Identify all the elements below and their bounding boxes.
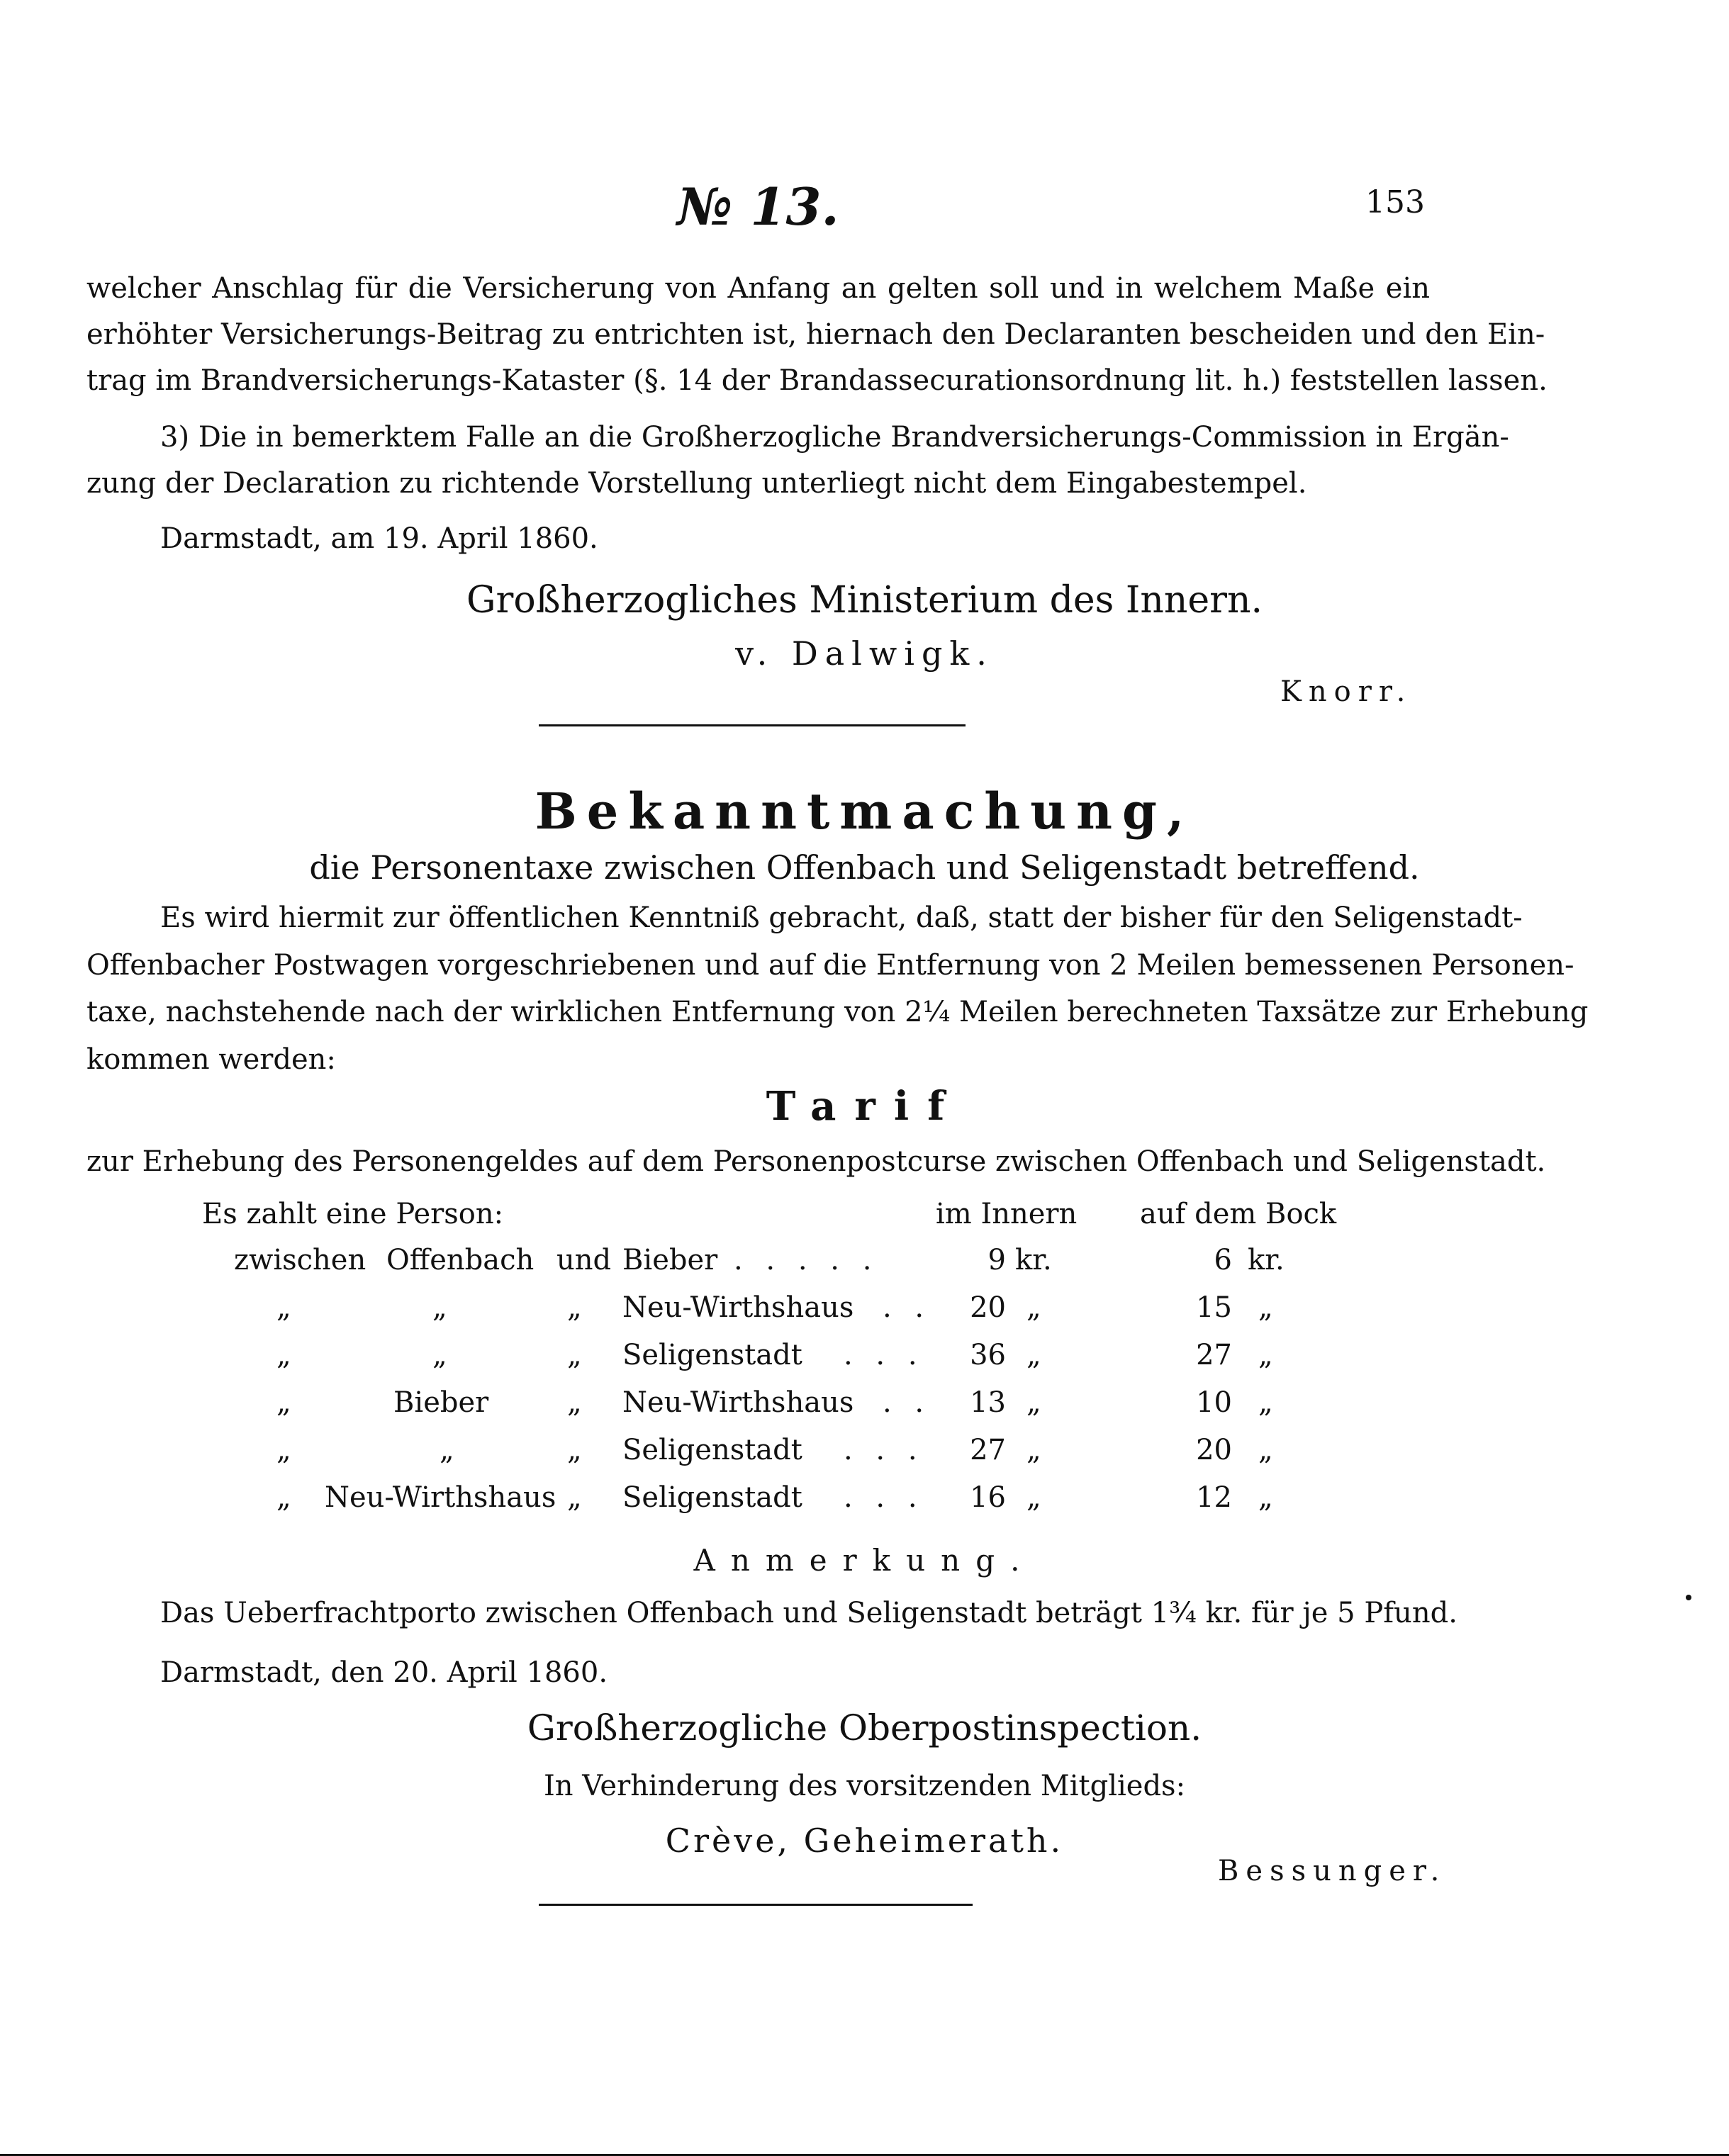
first-signer: v. Dalwigk.	[735, 634, 994, 673]
table-row-1-to: Bieber	[622, 1244, 718, 1276]
tariff-header-label: Es zahlt eine Person:	[202, 1198, 504, 1230]
table-row-6-inside-unit: „	[1026, 1481, 1041, 1514]
first-authority: Großherzogliches Ministerium des Innern.	[466, 579, 1263, 622]
table-row-4-inside-unit: „	[1026, 1386, 1041, 1419]
table-row-5-prefix: „	[276, 1434, 291, 1466]
table-row-6-dots: . . .	[844, 1481, 924, 1514]
table-row-3-box: 27	[1196, 1339, 1232, 1371]
table-row-5-inside: 27	[970, 1434, 1006, 1466]
table-row-5-from: „	[440, 1434, 454, 1466]
table-row-3-prefix: „	[276, 1339, 291, 1371]
table-row-4-prefix: „	[276, 1386, 291, 1419]
table-row-1-prefix: zwischen	[234, 1244, 366, 1276]
intro-line-1: welcher Anschlag für die Versicherung von Anfang an gelten soll und in welchem Maße ein	[86, 272, 1430, 305]
table-row-1-box: 6	[1214, 1244, 1232, 1276]
table-row-2-prefix: „	[276, 1291, 291, 1324]
table-row-1-inside-unit: kr.	[1015, 1244, 1052, 1276]
first-countersigner: Knorr.	[1280, 675, 1413, 708]
table-row-5-dots: . . .	[844, 1434, 924, 1466]
scan-dot-mark	[1686, 1595, 1691, 1600]
issue-number: № 13.	[677, 176, 839, 237]
table-row-3-from: „	[432, 1339, 447, 1371]
table-row-6-prefix: „	[276, 1481, 291, 1514]
table-row-2-from: „	[432, 1291, 447, 1324]
item-3-line-1: 3) Die in bemerktem Falle an die Großherzogliche Brandversicherungs-Commission in Ergän-	[160, 421, 1509, 454]
table-row-6-inside: 16	[970, 1481, 1006, 1514]
table-row-5-box: 20	[1196, 1434, 1232, 1466]
table-row-2-inside: 20	[970, 1291, 1006, 1324]
announcement-line-4: kommen werden:	[86, 1043, 336, 1076]
table-row-2-inside-unit: „	[1026, 1291, 1041, 1324]
second-countersigner: Bessunger.	[1218, 1855, 1447, 1887]
announcement-subject: die Personentaxe zwischen Offenbach und Seligenstadt betreffend.	[309, 848, 1420, 887]
section-divider-top	[539, 724, 966, 726]
announcement-heading: Bekanntmachung,	[535, 782, 1194, 841]
announcement-line-2: Offenbacher Postwagen vorgeschriebenen und auf die Entfernung von 2 Meilen bemessenen Personen-	[86, 949, 1574, 982]
table-row-2-to: Neu-Wirthshaus	[622, 1291, 854, 1324]
table-row-4-box: 10	[1196, 1386, 1232, 1419]
table-row-4-box-unit: „	[1258, 1386, 1273, 1419]
remark-heading: Anmerkung.	[693, 1543, 1036, 1578]
table-row-3-box-unit: „	[1258, 1339, 1273, 1371]
table-row-1-inside: 9	[987, 1244, 1006, 1276]
table-row-6-box: 12	[1196, 1481, 1232, 1514]
table-row-4-to: Neu-Wirthshaus	[622, 1386, 854, 1419]
table-row-2-dots: . .	[883, 1291, 931, 1324]
table-row-2-conj: „	[567, 1291, 582, 1324]
table-row-4-dots: . .	[883, 1386, 931, 1419]
tariff-col-box: auf dem Bock	[1140, 1198, 1337, 1230]
table-row-4-from: Bieber	[393, 1386, 489, 1419]
table-row-4-inside: 13	[970, 1386, 1006, 1419]
table-row-5-conj: „	[567, 1434, 582, 1466]
table-row-3-inside-unit: „	[1026, 1339, 1041, 1371]
second-authority: Großherzogliche Oberpostinspection.	[527, 1707, 1202, 1748]
second-signer: Crève, Geheimerath.	[665, 1821, 1064, 1860]
tariff-subtitle: zur Erhebung des Personengeldes auf dem Personenpostcurse zwischen Offenbach und Seligenstadt.	[86, 1145, 1546, 1178]
table-row-6-from: Neu-Wirthshaus	[325, 1481, 556, 1514]
intro-line-2: erhöhter Versicherungs-Beitrag zu entrichten ist, hiernach den Declaranten bescheiden und den Ein-	[86, 318, 1545, 351]
table-row-5-box-unit: „	[1258, 1434, 1273, 1466]
table-row-2-box: 15	[1196, 1291, 1232, 1324]
table-row-3-inside: 36	[970, 1339, 1006, 1371]
table-row-5-to: Seligenstadt	[622, 1434, 802, 1466]
table-row-6-to: Seligenstadt	[622, 1481, 802, 1514]
intro-line-3: trag im Brandversicherungs-Kataster (§. 14 der Brandassecurationsordnung lit. h.) feststellen lassen.	[86, 364, 1548, 397]
table-row-3-dots: . . .	[844, 1339, 924, 1371]
table-row-2-box-unit: „	[1258, 1291, 1273, 1324]
item-3-line-2: zung der Declaration zu richtende Vorstellung unterliegt nicht dem Eingabestempel.	[86, 467, 1307, 500]
table-row-1-box-unit: kr.	[1248, 1244, 1285, 1276]
page-number: 153	[1365, 184, 1425, 220]
table-row-3-to: Seligenstadt	[622, 1339, 802, 1371]
tariff-title: Tarif	[766, 1083, 963, 1130]
section-divider-bottom	[539, 1904, 973, 1906]
table-row-5-inside-unit: „	[1026, 1434, 1041, 1466]
announcement-line-3: taxe, nachstehende nach der wirklichen Entfernung von 2¼ Meilen berechneten Taxsätze zur Erhebung	[86, 996, 1589, 1028]
table-row-3-conj: „	[567, 1339, 582, 1371]
table-row-6-conj: „	[567, 1481, 582, 1514]
table-row-1-conj: und	[556, 1244, 612, 1276]
tariff-col-inside: im Innern	[936, 1198, 1078, 1230]
remark-text: Das Ueberfrachtporto zwischen Offenbach und Seligenstadt beträgt 1¾ kr. für je 5 Pfund.	[160, 1597, 1457, 1629]
second-note: In Verhinderung des vorsitzenden Mitglieds:	[543, 1770, 1186, 1802]
table-row-1-from: Offenbach	[386, 1244, 535, 1276]
second-place-date: Darmstadt, den 20. April 1860.	[160, 1656, 608, 1689]
table-row-6-box-unit: „	[1258, 1481, 1273, 1514]
announcement-line-1: Es wird hiermit zur öffentlichen Kenntniß gebracht, daß, statt der bisher für den Seligenstadt-	[160, 902, 1523, 934]
table-row-4-conj: „	[567, 1386, 582, 1419]
first-place-date: Darmstadt, am 19. April 1860.	[160, 522, 598, 555]
table-row-1-dots: . . . . .	[734, 1244, 879, 1276]
